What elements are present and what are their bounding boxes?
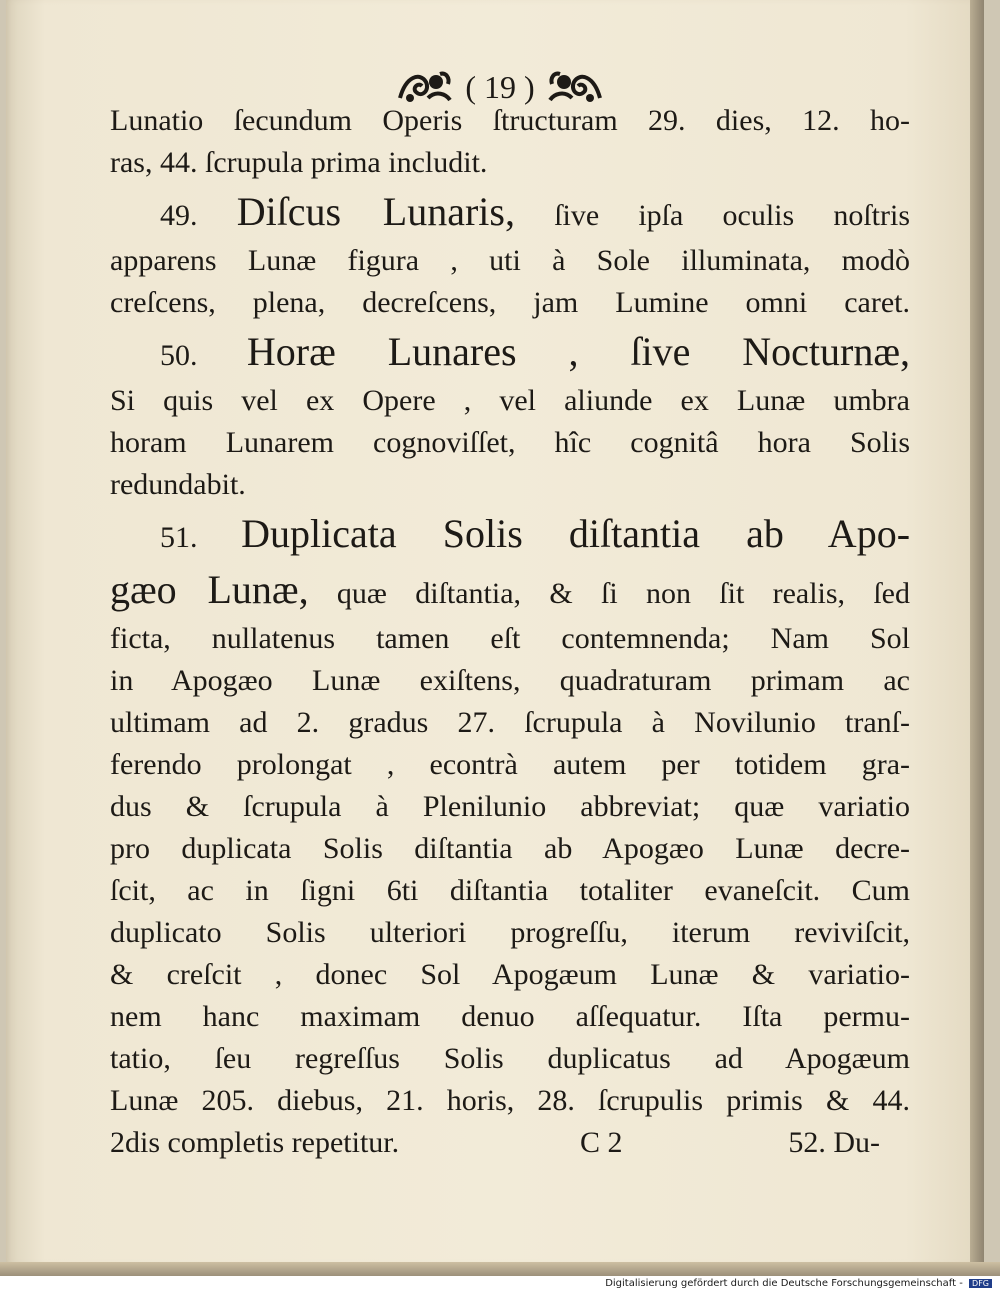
credit-text: Digitalisierung gefördert durch die Deutsche Forschungsgemeinschaft - [605, 1278, 963, 1289]
text-line-2: ras, 44. ſcrupula prima includit. [110, 146, 488, 179]
text-line-4: apparens Lunæ figura , uti à Sole illuminata, modò [110, 244, 910, 277]
text-line-8: horam Lunarem cognoviſſet, hîc cognitâ hora Solis [110, 426, 910, 459]
text-line-9: redundabit. [110, 468, 246, 501]
text-line-15: ferendo prolongat , econtrà autem per totidem gra- [110, 748, 910, 781]
text-line-13: in Apogæo Lunæ exiſtens, quadraturam primam ac [110, 664, 910, 697]
text-line-11 [110, 562, 910, 618]
dfg-logo-icon: DFG [969, 1279, 992, 1288]
text-line-22: tatio, ſeu regreſſus Solis duplicatus ad Apogæum [110, 1042, 910, 1075]
text-line-19: duplicato Solis ulteriori progreſſu, iterum reviviſcit, [110, 916, 910, 949]
text-line-16: dus & ſcrupula à Plenilunio abbreviat; quæ variatio [110, 790, 910, 823]
text-line-12: ficta, nullatenus tamen eſt contemnenda; Nam Sol [110, 622, 910, 655]
digitization-credit [605, 1278, 992, 1289]
entry-51 [110, 506, 910, 562]
entry-text: quæ diſtantia, & ſi non ſit realis, ſed [336, 577, 911, 610]
text-line-21: nem hanc maximam denuo aſſequatur. Iſta permu- [110, 1000, 910, 1033]
entry-text: ſive ipſa oculis noſtris [554, 199, 911, 232]
text-line-5: creſcens, plena, decreſcens, jam Lumine omni caret. [110, 286, 910, 319]
entry-heading: Diſcus Lunaris, [236, 189, 515, 234]
text-line-20: & creſcit , donec Sol Apogæum Lunæ & variatio- [110, 958, 910, 991]
entry-number: 51. [160, 521, 198, 554]
entry-heading: Duplicata Solis diſtantia ab Apo- [241, 511, 911, 556]
page-footer-line [110, 1122, 910, 1164]
entry-50 [110, 324, 910, 380]
text-line-18: ſcit, ac in ſigni 6ti diſtantia totaliter evaneſcit. Cum [110, 874, 910, 907]
text-line-1: Lunatio ſecundum Operis ſtructuram 29. dies, 12. ho- [110, 104, 910, 137]
text-line-7: Si quis vel ex Opere , vel aliunde ex Lunæ umbra [110, 384, 910, 417]
entry-heading-cont: gæo Lunæ, [110, 567, 309, 612]
page-bottom-shadow [0, 1262, 1000, 1276]
page-number: ( 19 ) [465, 68, 535, 105]
body-text [110, 100, 910, 1164]
signature-mark: C 2 [580, 1126, 623, 1159]
page-edge [970, 0, 984, 1276]
entry-49 [110, 184, 910, 240]
catchword: 52. Du- [788, 1126, 880, 1159]
text-line-14: ultimam ad 2. gradus 27. ſcrupula à Novilunio tranſ- [110, 706, 910, 739]
entry-heading: Horæ Lunares , ſive Nocturnæ, [246, 329, 911, 374]
entry-number: 50. [160, 339, 198, 372]
entry-number: 49. [160, 199, 198, 232]
text-line-23: Lunæ 205. diebus, 21. horis, 28. ſcrupulis primis & 44. [110, 1084, 910, 1117]
text-line-17: pro duplicata Solis diſtantia ab Apogæo Lunæ decre- [110, 832, 910, 865]
footer-text: 2dis completis repetitur. [110, 1126, 400, 1159]
